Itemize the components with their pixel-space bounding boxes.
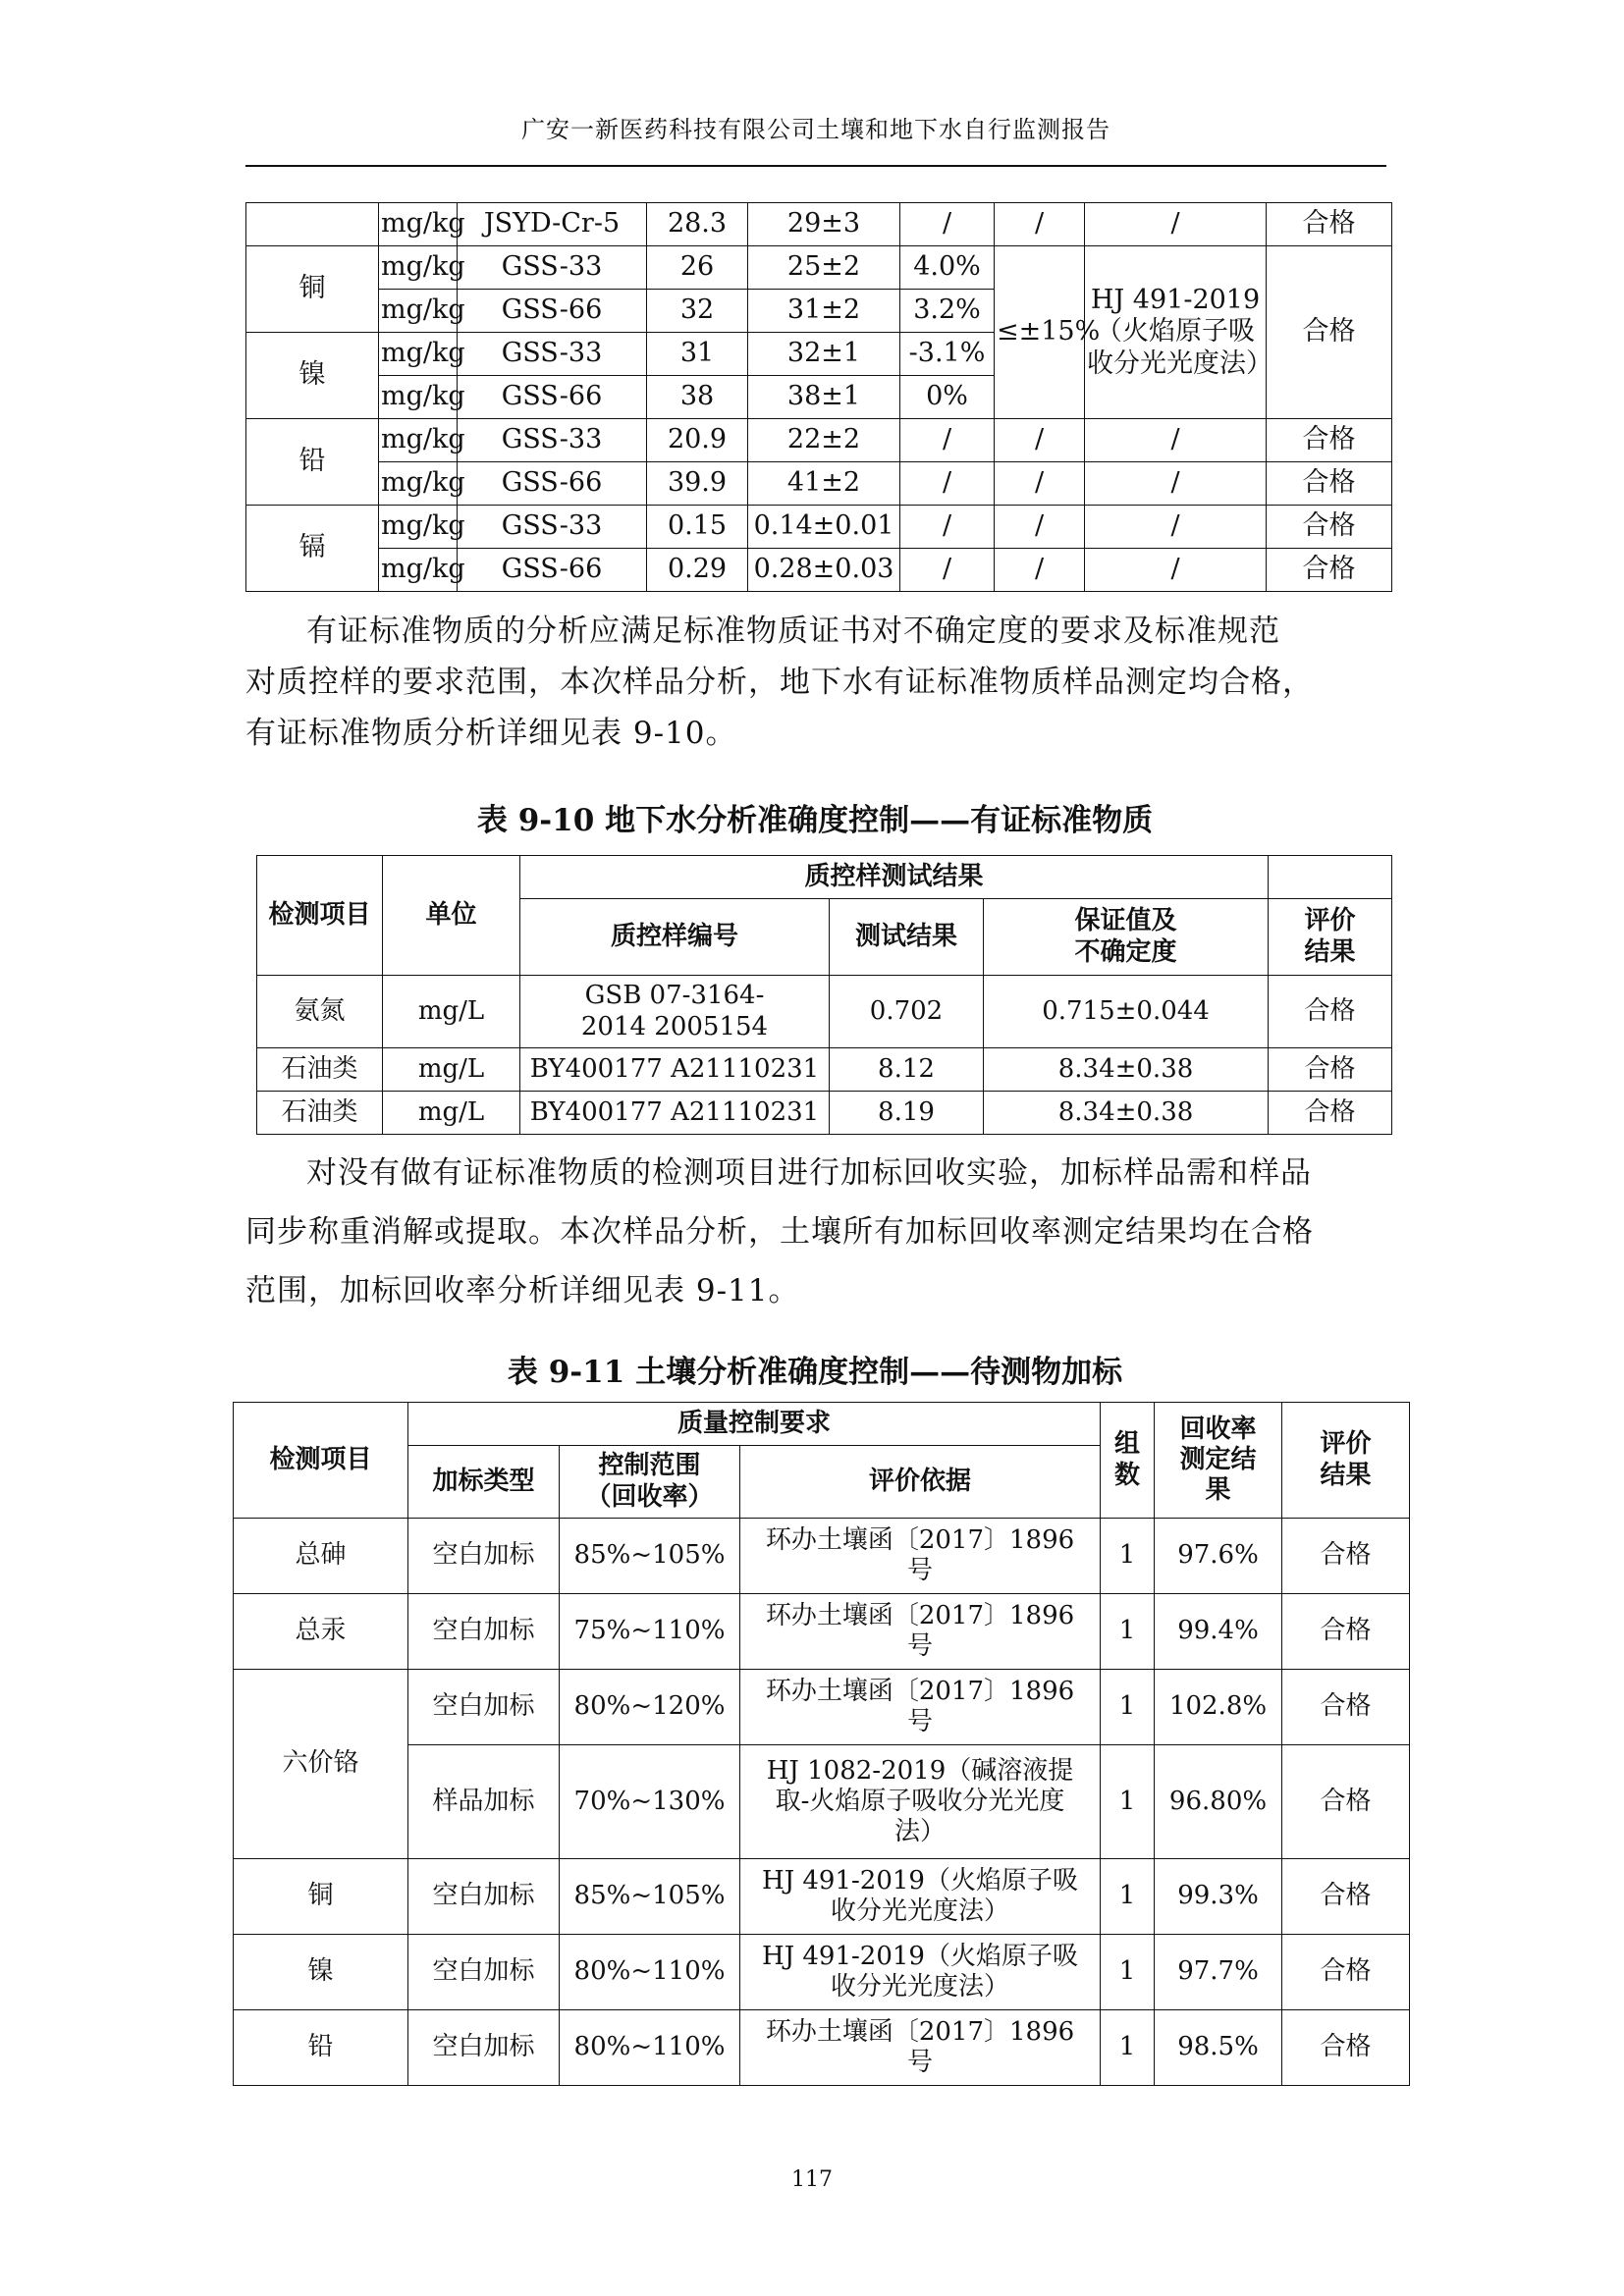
count-cell: 1 [1101,1745,1155,1859]
evaluation-cell: 合格 [1269,976,1392,1048]
range-cell: ≤±15% [995,246,1085,419]
unit-cell: mg/kg [379,419,458,462]
test-value-cell: 28.3 [647,203,748,246]
evaluation-cell: 合格 [1282,1519,1410,1594]
item-cell: 镍 [246,333,379,419]
item-cell: 镍 [234,1935,408,2010]
standard-value-cell: 25±2 [748,246,900,290]
table-continued [245,202,1392,592]
item-cell: 镉 [246,506,379,592]
type-cell: 空白加标 [408,1670,560,1745]
table-9-10-caption: 表 9-10 地下水分析准确度控制——有证标准物质 [476,803,1154,838]
method-cell: / [1085,462,1267,506]
table-row [234,1519,1410,1594]
table-row [234,1935,1410,2010]
unit-cell: mg/kg [379,246,458,290]
result-cell: 合格 [1267,419,1392,462]
table-row [234,1745,1410,1859]
method-cell: / [1085,506,1267,549]
range-cell: 80%~110% [560,2010,740,2086]
header-recovery: 回收率测定结果 [1155,1403,1282,1519]
paragraph-line: 有证标准物质的分析应满足标准物质证书对不确定度的要求及标准规范 [306,614,1280,649]
count-cell: 1 [1101,1670,1155,1745]
item-cell: 石油类 [257,1092,383,1135]
guarantee-cell: 0.715±0.044 [984,976,1269,1048]
result-cell: 0.702 [830,976,984,1048]
range-cell: / [995,549,1085,592]
paragraph-line: 范围，加标回收率分析详细见表 9-11。 [245,1273,800,1308]
sample-code-cell: GSS-66 [458,376,647,419]
standard-value-cell: 32±1 [748,333,900,376]
unit-cell: mg/kg [379,376,458,419]
table-9-11 [233,1402,1410,2086]
header-item: 检测项目 [257,856,383,976]
header-item: 检测项目 [234,1403,408,1519]
evaluation-cell: 合格 [1282,1859,1410,1935]
test-value-cell: 32 [647,290,748,333]
table-row [246,462,1392,506]
evaluation-cell: 合格 [1282,1745,1410,1859]
header-unit: 单位 [383,856,520,976]
range-cell: / [995,203,1085,246]
range-cell: 85%~105% [560,1519,740,1594]
standard-value-cell: 31±2 [748,290,900,333]
header-group: 质控样测试结果 [520,856,1269,899]
deviation-cell: 4.0% [900,246,995,290]
unit-cell: mg/kg [379,462,458,506]
test-value-cell: 0.15 [647,506,748,549]
method-cell: / [1085,203,1267,246]
deviation-cell: 3.2% [900,290,995,333]
deviation-cell: / [900,462,995,506]
unit-cell: mg/L [383,1092,520,1135]
recovery-cell: 99.4% [1155,1594,1282,1670]
recovery-cell: 102.8% [1155,1670,1282,1745]
page-number: 117 [791,2167,833,2192]
range-cell: 85%~105% [560,1859,740,1935]
table-row [234,1594,1410,1670]
result-cell: 合格 [1267,246,1392,419]
paragraph-line: 有证标准物质分析详细见表 9-10。 [245,716,737,751]
test-value-cell: 31 [647,333,748,376]
method-cell: / [1085,419,1267,462]
item-cell: 六价铬 [234,1670,408,1859]
paragraph-line: 对质控样的要求范围，本次样品分析，地下水有证标准物质样品测定均合格， [245,665,1314,700]
table-9-10 [256,855,1392,1135]
item-cell: 铜 [246,246,379,333]
unit-cell: mg/kg [379,333,458,376]
deviation-cell: / [900,549,995,592]
test-value-cell: 38 [647,376,748,419]
code-cell: BY400177 A21110231 [520,1048,830,1092]
sample-code-cell: GSS-33 [458,506,647,549]
table-row [246,203,1392,246]
standard-value-cell: 0.14±0.01 [748,506,900,549]
recovery-cell: 96.80% [1155,1745,1282,1859]
header-result: 测试结果 [830,899,984,976]
method-cell: / [1085,549,1267,592]
header-basis: 评价依据 [740,1446,1101,1519]
header-evaluation: 评价结果 [1282,1403,1410,1519]
evaluation-cell: 合格 [1282,2010,1410,2086]
header-count: 组数 [1101,1403,1155,1519]
range-cell: / [995,506,1085,549]
table-row [257,1092,1392,1135]
count-cell: 1 [1101,2010,1155,2086]
table-row [246,246,1392,290]
deviation-cell: / [900,506,995,549]
range-cell: 80%~120% [560,1670,740,1745]
table-header-row [234,1403,1410,1446]
paragraph-line: 同步称重消解或提取。本次样品分析，土壤所有加标回收率测定结果均在合格 [245,1214,1314,1250]
basis-cell: 环办土壤函〔2017〕1896号 [740,2010,1101,2086]
item-cell: 铅 [234,2010,408,2086]
header-evaluation: 评价结果 [1269,899,1392,976]
range-cell: 70%~130% [560,1745,740,1859]
table-header-row [257,856,1392,899]
header-code: 质控样编号 [520,899,830,976]
deviation-cell: / [900,203,995,246]
deviation-cell: / [900,419,995,462]
result-cell: 8.19 [830,1092,984,1135]
header-group: 质量控制要求 [408,1403,1101,1446]
table-row [246,419,1392,462]
sample-code-cell: GSS-33 [458,246,647,290]
evaluation-cell: 合格 [1269,1048,1392,1092]
type-cell: 空白加标 [408,1519,560,1594]
evaluation-cell: 合格 [1282,1594,1410,1670]
standard-value-cell: 41±2 [748,462,900,506]
count-cell: 1 [1101,1594,1155,1670]
result-cell: 合格 [1267,462,1392,506]
count-cell: 1 [1101,1859,1155,1935]
table-row [246,506,1392,549]
unit-cell: mg/L [383,976,520,1048]
result-cell: 8.12 [830,1048,984,1092]
table-row [257,1048,1392,1092]
unit-cell: mg/L [383,1048,520,1092]
item-cell: 氨氮 [257,976,383,1048]
header-guarantee: 保证值及不确定度 [984,899,1269,976]
item-cell [246,203,379,246]
range-cell: 80%~110% [560,1935,740,2010]
basis-cell: HJ 491-2019（火焰原子吸收分光光度法） [740,1859,1101,1935]
result-cell: 合格 [1267,203,1392,246]
sample-code-cell: GSS-66 [458,290,647,333]
evaluation-cell: 合格 [1282,1935,1410,2010]
recovery-cell: 97.6% [1155,1519,1282,1594]
type-cell: 样品加标 [408,1745,560,1859]
method-cell: HJ 491-2019（火焰原子吸收分光光度法） [1085,246,1267,419]
table-row [234,2010,1410,2086]
count-cell: 1 [1101,1519,1155,1594]
unit-cell: mg/kg [379,203,458,246]
unit-cell: mg/kg [379,506,458,549]
test-value-cell: 0.29 [647,549,748,592]
deviation-cell: 0% [900,376,995,419]
unit-cell: mg/kg [379,549,458,592]
unit-cell: mg/kg [379,290,458,333]
recovery-cell: 99.3% [1155,1859,1282,1935]
result-cell: 合格 [1267,506,1392,549]
header-range: 控制范围（回收率） [560,1446,740,1519]
page-header: 广安一新医药科技有限公司土壤和地下水自行监测报告 [521,116,1110,143]
code-cell: BY400177 A21110231 [520,1092,830,1135]
item-cell: 铅 [246,419,379,506]
table-row [234,1859,1410,1935]
basis-cell: 环办土壤函〔2017〕1896号 [740,1519,1101,1594]
paragraph-line: 对没有做有证标准物质的检测项目进行加标回收实验，加标样品需和样品 [306,1155,1312,1191]
test-value-cell: 20.9 [647,419,748,462]
type-cell: 空白加标 [408,1935,560,2010]
type-cell: 空白加标 [408,2010,560,2086]
range-cell: / [995,462,1085,506]
basis-cell: HJ 1082-2019（碱溶液提取-火焰原子吸收分光光度法） [740,1745,1101,1859]
header-rule [245,165,1386,167]
item-cell: 总汞 [234,1594,408,1670]
evaluation-cell: 合格 [1282,1670,1410,1745]
sample-code-cell: GSS-33 [458,333,647,376]
sample-code-cell: GSS-66 [458,549,647,592]
table-row [246,549,1392,592]
range-cell: 75%~110% [560,1594,740,1670]
basis-cell: 环办土壤函〔2017〕1896号 [740,1670,1101,1745]
paragraph-certified-standard [245,606,1384,759]
standard-value-cell: 22±2 [748,419,900,462]
test-value-cell: 39.9 [647,462,748,506]
header-empty [1269,856,1392,899]
sample-code-cell: JSYD-Cr-5 [458,203,647,246]
type-cell: 空白加标 [408,1859,560,1935]
sample-code-cell: GSS-33 [458,419,647,462]
test-value-cell: 26 [647,246,748,290]
standard-value-cell: 0.28±0.03 [748,549,900,592]
guarantee-cell: 8.34±0.38 [984,1092,1269,1135]
header-type: 加标类型 [408,1446,560,1519]
paragraph-spike-recovery [245,1144,1384,1320]
standard-value-cell: 38±1 [748,376,900,419]
basis-cell: 环办土壤函〔2017〕1896号 [740,1594,1101,1670]
recovery-cell: 98.5% [1155,2010,1282,2086]
recovery-cell: 97.7% [1155,1935,1282,2010]
type-cell: 空白加标 [408,1594,560,1670]
deviation-cell: -3.1% [900,333,995,376]
range-cell: / [995,419,1085,462]
code-cell: GSB 07-3164-2014 2005154 [520,976,830,1048]
evaluation-cell: 合格 [1269,1092,1392,1135]
item-cell: 总砷 [234,1519,408,1594]
item-cell: 石油类 [257,1048,383,1092]
result-cell: 合格 [1267,549,1392,592]
table-row [257,976,1392,1048]
basis-cell: HJ 491-2019（火焰原子吸收分光光度法） [740,1935,1101,2010]
table-row [234,1670,1410,1745]
guarantee-cell: 8.34±0.38 [984,1048,1269,1092]
sample-code-cell: GSS-66 [458,462,647,506]
count-cell: 1 [1101,1935,1155,2010]
item-cell: 铜 [234,1859,408,1935]
table-9-11-caption: 表 9-11 土壤分析准确度控制——待测物加标 [507,1355,1123,1390]
standard-value-cell: 29±3 [748,203,900,246]
